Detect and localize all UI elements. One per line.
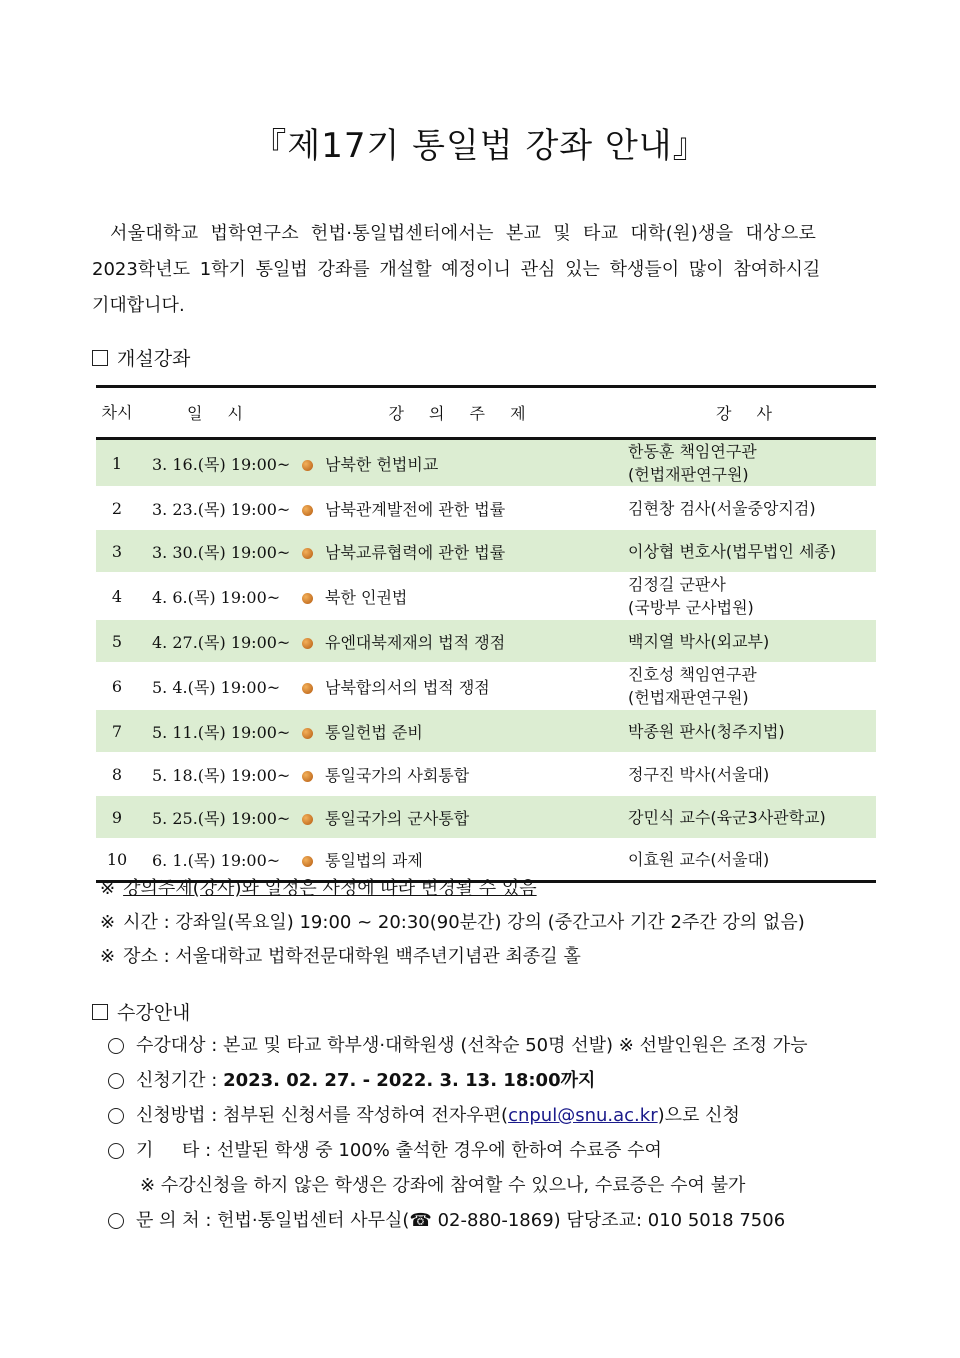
- header-no: 차시: [101, 402, 133, 422]
- row-lecturer-line1: 이효원 교수(서울대): [628, 850, 770, 869]
- row-date: 6. 1.(목) 19:00~: [138, 839, 302, 882]
- schedule-table: [96, 385, 876, 883]
- bullet-icon: [302, 460, 313, 471]
- row-topic: [302, 439, 622, 487]
- row-topic-text: 남북교류협력에 관한 법률: [325, 542, 506, 562]
- bullet-icon: [302, 505, 313, 516]
- row-lecturer-line1: 진호성 책임연구관: [628, 665, 757, 684]
- row-topic: [302, 573, 622, 620]
- guide-text: 수강대상 : 본교 및 타교 학부생·대학원생 (선착순 50명 선발) ※ 선발인원은 조정 가능: [136, 1035, 808, 1056]
- table-row: [96, 663, 876, 710]
- guide-list: [108, 1028, 808, 1238]
- row-no: 4: [96, 573, 138, 620]
- row-lecturer: [622, 796, 876, 839]
- note-mark: ※: [100, 946, 116, 967]
- row-lecturer: [622, 663, 876, 710]
- intro-line-2: 2023학년도 1학기 통일법 강좌를 개설할 예정이니 관심 있는 학생들이 많이 참여하시길: [92, 259, 821, 280]
- row-topic: [302, 796, 622, 839]
- row-lecturer-line2: (국방부 군사법원): [628, 598, 754, 617]
- circle-bullet-icon: [108, 1073, 124, 1089]
- row-no: 10: [96, 839, 138, 882]
- bullet-icon: [302, 638, 313, 649]
- notes-block: [100, 872, 805, 974]
- header-lecturer: 강 사: [716, 404, 782, 423]
- row-no: 1: [96, 439, 138, 487]
- note-mark: ※: [100, 912, 116, 933]
- bullet-icon: [302, 771, 313, 782]
- email-link[interactable]: cnpul@snu.ac.kr: [508, 1105, 658, 1126]
- guide-text: 문 의 처 : 헌법·통일법센터 사무실(☎ 02-880-1869) 담당조교: 010 5018 7506: [136, 1210, 786, 1231]
- row-topic-text: 북한 인권법: [325, 587, 408, 607]
- table-row: [96, 439, 876, 487]
- row-lecturer-line2: (헌법재판연구원): [628, 688, 749, 707]
- row-lecturer: [622, 753, 876, 796]
- note-text: 시간 : 강좌일(목요일) 19:00 ~ 20:30(90분간) 강의 (중간고사 기간 2주간 강의 없음): [123, 912, 805, 933]
- bullet-icon: [302, 814, 313, 825]
- section-heading-courses: [92, 344, 190, 371]
- row-topic: [302, 530, 622, 573]
- row-topic-text: 통일국가의 사회통합: [325, 765, 470, 785]
- circle-bullet-icon: [108, 1213, 124, 1229]
- row-lecturer: [622, 530, 876, 573]
- row-topic-text: 남북합의서의 법적 쟁점: [325, 677, 490, 697]
- guide-item-target: [108, 1028, 808, 1063]
- row-topic: [302, 710, 622, 753]
- note-mark: ※: [100, 878, 116, 899]
- guide-item-contact: [108, 1203, 808, 1238]
- note-place: [100, 940, 805, 974]
- guide-item-method: [108, 1098, 808, 1133]
- row-topic: [302, 487, 622, 530]
- row-date: 4. 6.(목) 19:00~: [138, 573, 302, 620]
- row-topic-text: 통일국가의 군사통합: [325, 808, 470, 828]
- table-row: [96, 620, 876, 663]
- row-lecturer-line2: (헌법재판연구원): [628, 465, 749, 484]
- row-no: 5: [96, 620, 138, 663]
- bullet-icon: [302, 593, 313, 604]
- guide-item-etc: [108, 1133, 808, 1168]
- row-no: 9: [96, 796, 138, 839]
- row-topic-text: 유엔대북제재의 법적 쟁점: [325, 632, 506, 652]
- row-no: 3: [96, 530, 138, 573]
- page-title: 『제17기 통일법 강좌 안내』: [252, 126, 708, 166]
- row-topic-text: 남북한 헌법비교: [325, 454, 439, 474]
- row-lecturer-line1: 김정길 군판사: [628, 575, 726, 594]
- table-row: [96, 530, 876, 573]
- row-date: 5. 4.(목) 19:00~: [138, 663, 302, 710]
- row-no: 8: [96, 753, 138, 796]
- row-topic: [302, 620, 622, 663]
- row-lecturer: [622, 710, 876, 753]
- row-lecturer: [622, 573, 876, 620]
- intro-line-1: 서울대학교 법학연구소 헌법·통일법센터에서는 본교 및 타교 대학(원)생을 대상으로: [110, 223, 817, 244]
- bullet-icon: [302, 728, 313, 739]
- bullet-icon: [302, 683, 313, 694]
- note-text: 장소 : 서울대학교 법학전문대학원 백주년기념관 최종길 홀: [123, 946, 581, 967]
- table-row: [96, 573, 876, 620]
- row-lecturer: [622, 439, 876, 487]
- row-date: 4. 27.(목) 19:00~: [138, 620, 302, 663]
- row-topic: [302, 753, 622, 796]
- guide-etc-note: ※ 수강신청을 하지 않은 학생은 강좌에 참여할 수 있으나, 수료증은 수여 불가: [140, 1175, 746, 1196]
- intro-paragraph: [92, 216, 868, 324]
- row-lecturer-line1: 정구진 박사(서울대): [628, 764, 770, 784]
- row-lecturer: [622, 620, 876, 663]
- circle-bullet-icon: [108, 1143, 124, 1159]
- guide-text: )으로 신청: [657, 1105, 740, 1126]
- guide-text: 신청방법 : 첨부된 신청서를 작성하여 전자우편(: [136, 1105, 509, 1126]
- note-text: 강의주제(강사)와 일정은 사정에 따라 변경될 수 있음: [123, 878, 537, 899]
- guide-period-value: 2023. 02. 27. - 2022. 3. 13. 18:00까지: [223, 1070, 596, 1091]
- section-heading-label: 수강안내: [117, 1002, 191, 1024]
- header-topic: 강 의 주 제: [388, 404, 536, 423]
- row-date: 3. 16.(목) 19:00~: [138, 439, 302, 487]
- circle-bullet-icon: [108, 1108, 124, 1124]
- circle-bullet-icon: [108, 1038, 124, 1054]
- table-row: [96, 710, 876, 753]
- intro-line-3: 기대합니다.: [92, 295, 185, 316]
- guide-item-period: [108, 1063, 808, 1098]
- table-header-row: [96, 387, 876, 439]
- checkbox-icon: [92, 350, 108, 366]
- row-topic: [302, 663, 622, 710]
- bullet-icon: [302, 548, 313, 559]
- row-date: 3. 23.(목) 19:00~: [138, 487, 302, 530]
- note-schedule-change: [100, 872, 805, 906]
- section-heading-label: 개설강좌: [117, 348, 191, 370]
- note-time: [100, 906, 805, 940]
- row-lecturer-line1: 이상협 변호사(법무법인 세종): [628, 541, 837, 561]
- row-date: 5. 25.(목) 19:00~: [138, 796, 302, 839]
- section-heading-guide: [92, 998, 190, 1025]
- row-no: 7: [96, 710, 138, 753]
- bullet-icon: [302, 856, 313, 867]
- row-topic-text: 통일헌법 준비: [325, 722, 423, 742]
- row-lecturer: [622, 487, 876, 530]
- table-row: [96, 796, 876, 839]
- row-no: 2: [96, 487, 138, 530]
- guide-label: 신청기간 :: [136, 1070, 224, 1091]
- table-row: [96, 487, 876, 530]
- row-topic-text: 남북관계발전에 관한 법률: [325, 499, 506, 519]
- row-lecturer-line1: 백지열 박사(외교부): [628, 631, 770, 651]
- header-date: 일 시: [187, 404, 253, 423]
- row-date: 3. 30.(목) 19:00~: [138, 530, 302, 573]
- row-no: 6: [96, 663, 138, 710]
- table-row: [96, 753, 876, 796]
- row-lecturer-line1: 김현창 검사(서울중앙지검): [628, 498, 816, 518]
- guide-text: 기 타 : 선발된 학생 중 100% 출석한 경우에 한하여 수료증 수여: [136, 1140, 662, 1161]
- checkbox-icon: [92, 1004, 108, 1020]
- row-lecturer-line1: 박종원 판사(청주지법): [628, 721, 785, 741]
- row-date: 5. 18.(목) 19:00~: [138, 753, 302, 796]
- row-lecturer-line1: 한동훈 책임연구관: [628, 442, 757, 461]
- row-lecturer-line1: 강민식 교수(육군3사관학교): [628, 807, 826, 827]
- row-date: 5. 11.(목) 19:00~: [138, 710, 302, 753]
- row-topic-text: 통일법의 과제: [325, 851, 423, 870]
